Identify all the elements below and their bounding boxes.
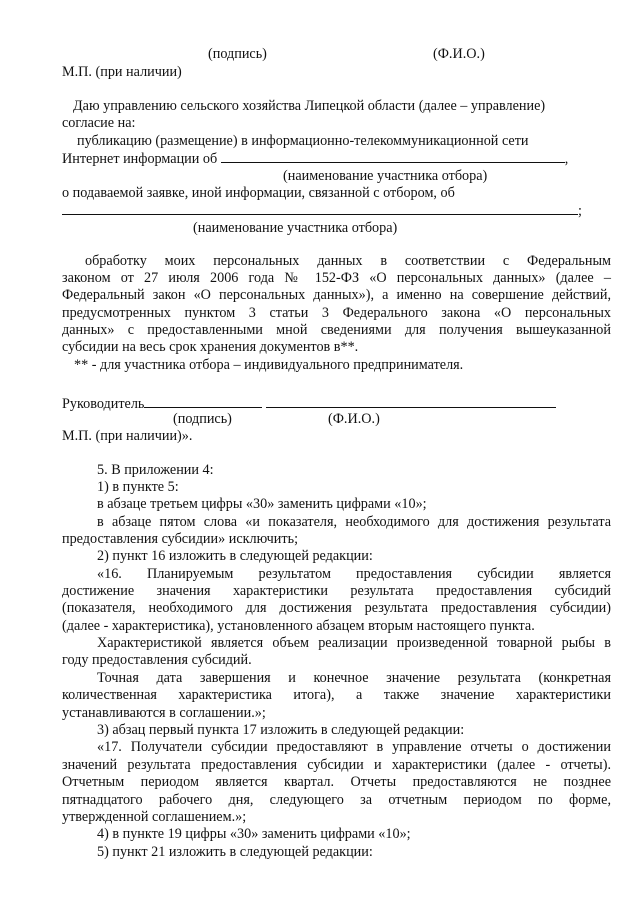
consent-item2-line6: субсидии на весь срок хранения документов в**.: [62, 339, 359, 355]
p17-line2: значений результата предоставления субсидии и характеристики (далее - отчеты).: [62, 757, 611, 773]
consent-item2-line5: данных» с предоставленными мной сведениями для получения вышеуказанной: [62, 322, 611, 338]
top-sign-label: (подпись): [208, 46, 267, 62]
consent-item1-suffix: ,: [564, 151, 569, 167]
p16-line2: достижение значения характеристики результата предоставления субсидий: [62, 583, 611, 599]
consent-item1-line4: [62, 202, 582, 220]
consent-item2-line4: предусмотренных пунктом 3 статьи 3 Федерального закона «О персональных: [62, 305, 611, 321]
head-name-blank: [266, 395, 556, 408]
amend-sub1: 1) в пункте 5:: [97, 479, 179, 495]
consent-footnote: ** - для участника отбора – индивидуального предпринимателя.: [74, 357, 464, 373]
p16-line4: (далее - характеристика), установленного абзацем вторым настоящего пункта.: [62, 618, 535, 634]
p17-line3: Отчетным периодом является квартал. Отчеты предоставляются не позднее: [62, 774, 611, 790]
p16-line1: «16. Планируемым результатом предоставления субсидии является: [97, 566, 611, 582]
participant-name-blank-2: [62, 202, 578, 215]
participant-caption-1: (наименование участника отбора): [283, 168, 488, 184]
amend-item5: 5. В приложении 4:: [97, 462, 214, 478]
consent-item1-line3: о подаваемой заявке, иной информации, связанной с отбором, об: [62, 185, 455, 201]
bottom-sign-label: (подпись): [173, 411, 232, 427]
p17-line1: «17. Получатели субсидии предоставляют в управление отчеты о достижении: [97, 739, 611, 755]
consent-item2-line1: обработку моих персональных данных в соответствии с Федеральным: [85, 253, 611, 269]
consent-intro-line2: согласие на:: [62, 115, 136, 131]
date-line2: количественная характеристика итога), а также значение характеристики: [62, 687, 611, 703]
participant-caption-2: (наименование участника отбора): [193, 220, 398, 236]
top-name-label: (Ф.И.О.): [433, 46, 485, 62]
p17-line4: пятнадцатого рабочего дня, следующего за отчетным периодом по форме,: [62, 792, 611, 808]
top-stamp-label: М.П. (при наличии): [62, 64, 182, 80]
head-signature-line: [62, 395, 556, 413]
amend-sub3: 3) абзац первый пункта 17 изложить в следующей редакции:: [97, 722, 465, 738]
bottom-name-label: (Ф.И.О.): [328, 411, 380, 427]
head-label: Руководитель: [62, 396, 145, 412]
amend-sub2: 2) пункт 16 изложить в следующей редакции:: [97, 548, 373, 564]
consent-item2-line2: законом от 27 июля 2006 года № 152-ФЗ «О персональных данных» (далее –: [62, 270, 611, 286]
amend-sub1-b-line2: предоставления субсидии» исключить;: [62, 531, 299, 547]
amend-sub5: 5) пункт 21 изложить в следующей редакции:: [97, 844, 373, 860]
participant-name-blank-1: [221, 150, 565, 163]
consent-item2-line3: Федеральный закон «О персональных данных»), а именно на совершение действий,: [62, 287, 611, 303]
date-line3: устанавливаются в соглашении.»;: [62, 705, 266, 721]
char-line2: году предоставления субсидий.: [62, 652, 252, 668]
amend-sub1-b-line1: в абзаце пятом слова «и показателя, необходимого для достижения результата: [97, 514, 611, 530]
consent-intro-line1: Даю управлению сельского хозяйства Липецкой области (далее – управление): [73, 98, 546, 114]
consent-item1-line1: публикацию (размещение) в информационно-телекоммуникационной сети: [77, 133, 529, 149]
consent-item1-line2: [62, 150, 568, 168]
bottom-stamp-label: М.П. (при наличии)».: [62, 428, 193, 444]
consent-item1-line4-suffix: ;: [578, 203, 582, 219]
date-line1: Точная дата завершения и конечное значение результата (конкретная: [97, 670, 611, 686]
p16-line3: (показателя, необходимого для достижения результата предоставления субсидии): [62, 600, 611, 616]
consent-item1-prefix: Интернет информации об: [62, 151, 218, 167]
char-line1: Характеристикой является объем реализации произведенной товарной рыбы в: [97, 635, 611, 651]
head-sign-blank: [144, 395, 262, 408]
p17-line5: утвержденной соглашением.»;: [62, 809, 247, 825]
amend-sub1-a: в абзаце третьем цифры «30» заменить цифрами «10»;: [97, 496, 427, 512]
amend-sub4: 4) в пункте 19 цифры «30» заменить цифрами «10»;: [97, 826, 411, 842]
